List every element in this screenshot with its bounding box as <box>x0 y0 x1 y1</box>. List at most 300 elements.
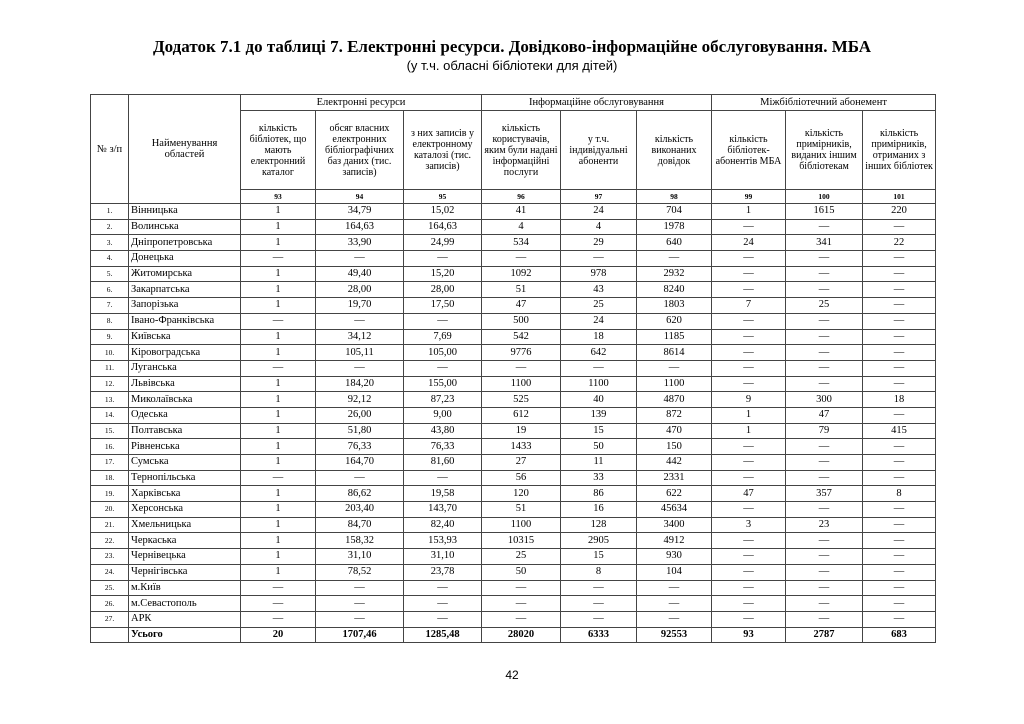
table-cell: 1 <box>241 219 316 235</box>
table-cell: 1 <box>241 282 316 298</box>
region-name: Волинська <box>129 219 241 235</box>
table-cell: — <box>786 376 863 392</box>
table-row <box>91 235 936 251</box>
table-cell: 3 <box>712 517 786 533</box>
total-cell: 6333 <box>561 627 637 643</box>
table-cell: 28,00 <box>316 282 404 298</box>
table-cell: — <box>712 455 786 471</box>
table-cell: 143,70 <box>404 502 482 518</box>
table-cell: 872 <box>637 407 712 423</box>
region-name: АРК <box>129 611 241 627</box>
table-cell: 220 <box>863 204 936 220</box>
table-cell: 415 <box>863 423 936 439</box>
table-cell: 76,33 <box>316 439 404 455</box>
table-row <box>91 219 936 235</box>
table-cell: 19,70 <box>316 298 404 314</box>
table-row <box>91 470 936 486</box>
table-cell: — <box>241 470 316 486</box>
table-cell: — <box>712 376 786 392</box>
table-cell: 203,40 <box>316 502 404 518</box>
table-cell: 27 <box>482 455 561 471</box>
row-number: 21. <box>91 517 129 533</box>
table-cell: — <box>863 251 936 267</box>
table-cell: — <box>712 549 786 565</box>
table-cell: 51,80 <box>316 423 404 439</box>
table-cell: — <box>712 439 786 455</box>
table-cell: 47 <box>482 298 561 314</box>
table-cell: — <box>712 580 786 596</box>
total-cell: 2787 <box>786 627 863 643</box>
table-cell: 33 <box>561 470 637 486</box>
table-cell: — <box>241 313 316 329</box>
table-cell: 542 <box>482 329 561 345</box>
table-cell: — <box>863 345 936 361</box>
table-cell: 25 <box>482 549 561 565</box>
region-name: Львівська <box>129 376 241 392</box>
table-cell: 26,00 <box>316 407 404 423</box>
table-cell: 18 <box>561 329 637 345</box>
table-cell: 76,33 <box>404 439 482 455</box>
table-cell: — <box>863 502 936 518</box>
region-name: Черкаська <box>129 533 241 549</box>
table-cell: 23 <box>786 517 863 533</box>
table-cell: 155,00 <box>404 376 482 392</box>
table-cell: 500 <box>482 313 561 329</box>
table-cell: 150 <box>637 439 712 455</box>
table-header <box>91 95 936 204</box>
table-cell: 930 <box>637 549 712 565</box>
column-code: 101 <box>863 190 936 204</box>
table-row <box>91 407 936 423</box>
table-cell: — <box>863 298 936 314</box>
table-row <box>91 423 936 439</box>
table-cell: — <box>241 611 316 627</box>
table-cell: 1 <box>241 439 316 455</box>
column-code: 96 <box>482 190 561 204</box>
table-cell: — <box>863 219 936 235</box>
table-cell: 1 <box>241 266 316 282</box>
table-cell: — <box>786 611 863 627</box>
table-cell: 4 <box>482 219 561 235</box>
table-cell: — <box>863 376 936 392</box>
table-cell: — <box>863 329 936 345</box>
region-name: Дніпропетровська <box>129 235 241 251</box>
table-cell: 15 <box>561 549 637 565</box>
table-cell: 19 <box>482 423 561 439</box>
table-cell: — <box>712 329 786 345</box>
table-cell: — <box>863 611 936 627</box>
table-cell: 28,00 <box>404 282 482 298</box>
table-cell: 1 <box>241 423 316 439</box>
table-cell: 4912 <box>637 533 712 549</box>
column-header: кількість бібліотек, що мають електронний каталог <box>241 111 316 190</box>
table-cell: 19,58 <box>404 486 482 502</box>
group-header-iba: Міжбібліотечний абонемент <box>712 95 936 111</box>
table-cell: 25 <box>786 298 863 314</box>
table-cell: 40 <box>561 392 637 408</box>
table-cell: 82,40 <box>404 517 482 533</box>
table-cell: 1100 <box>482 517 561 533</box>
table-cell: 1 <box>241 517 316 533</box>
table-cell: — <box>712 470 786 486</box>
table-row <box>91 298 936 314</box>
table-cell: — <box>561 611 637 627</box>
table-cell: — <box>786 455 863 471</box>
table-cell: — <box>786 470 863 486</box>
table-cell: 3400 <box>637 517 712 533</box>
table-cell: 620 <box>637 313 712 329</box>
table-cell: 78,52 <box>316 564 404 580</box>
table-cell: 1100 <box>482 376 561 392</box>
table-cell: 120 <box>482 486 561 502</box>
table-cell: — <box>786 282 863 298</box>
page-subtitle: (у т.ч. обласні бібліотеки для дітей) <box>406 58 618 73</box>
row-number: 18. <box>91 470 129 486</box>
table-cell: — <box>786 564 863 580</box>
table-cell: 1 <box>241 407 316 423</box>
column-code: 97 <box>561 190 637 204</box>
region-name: Запорізька <box>129 298 241 314</box>
table-row <box>91 564 936 580</box>
table-cell: 1 <box>241 533 316 549</box>
table-cell: 31,10 <box>316 549 404 565</box>
table-cell: — <box>241 596 316 612</box>
region-name: Одеська <box>129 407 241 423</box>
table-cell: — <box>404 470 482 486</box>
table-cell: 4870 <box>637 392 712 408</box>
table-cell: 1 <box>241 376 316 392</box>
region-name: Сумська <box>129 455 241 471</box>
table-cell: — <box>863 470 936 486</box>
row-number: 17. <box>91 455 129 471</box>
table-cell: 33,90 <box>316 235 404 251</box>
table-row <box>91 329 936 345</box>
table-cell: — <box>863 313 936 329</box>
table-cell: — <box>637 360 712 376</box>
column-header: обсяг власних електронних бібліографічних баз даних (тис. записів) <box>316 111 404 190</box>
table-row <box>91 455 936 471</box>
table-cell: — <box>863 455 936 471</box>
table-row <box>91 502 936 518</box>
table-cell: 49,40 <box>316 266 404 282</box>
table-cell: 1 <box>241 549 316 565</box>
table-cell: 8 <box>561 564 637 580</box>
column-header: у т.ч. індивідуальні абоненти <box>561 111 637 190</box>
table-row <box>91 486 936 502</box>
table-cell: 300 <box>786 392 863 408</box>
table-cell: 2331 <box>637 470 712 486</box>
table-cell: — <box>786 313 863 329</box>
table-cell: 50 <box>482 564 561 580</box>
table-cell: 1 <box>241 345 316 361</box>
table-cell: — <box>863 533 936 549</box>
table-cell: — <box>637 596 712 612</box>
row-number: 20. <box>91 502 129 518</box>
table-cell: 1 <box>241 235 316 251</box>
table-cell: 51 <box>482 282 561 298</box>
table-cell: 341 <box>786 235 863 251</box>
table-cell: 164,70 <box>316 455 404 471</box>
region-name: Закарпатська <box>129 282 241 298</box>
table-cell: 51 <box>482 502 561 518</box>
table-cell: — <box>863 580 936 596</box>
table-cell: 642 <box>561 345 637 361</box>
total-row <box>91 627 936 643</box>
table-cell: — <box>482 611 561 627</box>
table-cell: — <box>786 251 863 267</box>
table-cell: — <box>241 251 316 267</box>
row-number: 14. <box>91 407 129 423</box>
table-cell: 1 <box>241 392 316 408</box>
table-cell: 15 <box>561 423 637 439</box>
row-number: 4. <box>91 251 129 267</box>
table-cell: 7,69 <box>404 329 482 345</box>
table-cell: — <box>712 502 786 518</box>
table-row <box>91 439 936 455</box>
table-cell: 79 <box>786 423 863 439</box>
table-cell: — <box>241 360 316 376</box>
table-cell: 1185 <box>637 329 712 345</box>
table-cell: 43 <box>561 282 637 298</box>
table-cell: — <box>404 360 482 376</box>
region-name: Чернігівська <box>129 564 241 580</box>
row-number: 23. <box>91 549 129 565</box>
table-cell: — <box>786 219 863 235</box>
table-cell: — <box>316 470 404 486</box>
table-cell: 31,10 <box>404 549 482 565</box>
total-cell: 683 <box>863 627 936 643</box>
table-cell: — <box>786 580 863 596</box>
table-cell: 15,20 <box>404 266 482 282</box>
row-number: 1. <box>91 204 129 220</box>
table-cell: — <box>482 580 561 596</box>
table-row <box>91 345 936 361</box>
total-cell: 1285,48 <box>404 627 482 643</box>
table-cell: 640 <box>637 235 712 251</box>
table-cell: — <box>786 439 863 455</box>
table-cell: 164,63 <box>316 219 404 235</box>
row-number: 13. <box>91 392 129 408</box>
column-code: 95 <box>404 190 482 204</box>
table-cell: 43,80 <box>404 423 482 439</box>
table-cell: 87,23 <box>404 392 482 408</box>
region-name: Тернопільська <box>129 470 241 486</box>
table-cell: 184,20 <box>316 376 404 392</box>
table-cell: — <box>863 596 936 612</box>
row-number: 26. <box>91 596 129 612</box>
table-cell: 10315 <box>482 533 561 549</box>
table-cell: — <box>712 266 786 282</box>
table-cell: — <box>712 596 786 612</box>
table-row <box>91 282 936 298</box>
table-cell: — <box>786 596 863 612</box>
total-label: Усього <box>129 627 241 643</box>
table-cell: — <box>637 611 712 627</box>
table-cell: 357 <box>786 486 863 502</box>
row-number: 7. <box>91 298 129 314</box>
region-name: Хмельницька <box>129 517 241 533</box>
column-header: з них записів у електронному каталозі (тис. записів) <box>404 111 482 190</box>
table-cell: — <box>786 502 863 518</box>
table-cell: — <box>712 564 786 580</box>
row-number: 24. <box>91 564 129 580</box>
table-cell: 442 <box>637 455 712 471</box>
table-cell: — <box>786 360 863 376</box>
table-cell: 1 <box>241 204 316 220</box>
table-cell: — <box>786 533 863 549</box>
table-cell: — <box>316 360 404 376</box>
table-cell: 34,12 <box>316 329 404 345</box>
table-row <box>91 580 936 596</box>
table-cell: — <box>712 219 786 235</box>
row-number: 27. <box>91 611 129 627</box>
table-cell: — <box>404 611 482 627</box>
table-cell: 50 <box>561 439 637 455</box>
group-header-info: Інформаційне обслуговування <box>482 95 712 111</box>
table-cell: 86,62 <box>316 486 404 502</box>
region-name: Київська <box>129 329 241 345</box>
table-cell: 9 <box>712 392 786 408</box>
table-cell: 104 <box>637 564 712 580</box>
column-code: 98 <box>637 190 712 204</box>
table-cell: — <box>863 549 936 565</box>
region-name: Херсонська <box>129 502 241 518</box>
region-name: м.Київ <box>129 580 241 596</box>
table-cell: — <box>863 407 936 423</box>
table-cell: 1 <box>712 204 786 220</box>
region-name: Житомирська <box>129 266 241 282</box>
table-cell: — <box>482 251 561 267</box>
table-cell: — <box>561 251 637 267</box>
table-cell: 47 <box>786 407 863 423</box>
table-cell: 29 <box>561 235 637 251</box>
column-header: кількість бібліотек-абонентів МБА <box>712 111 786 190</box>
row-number: 22. <box>91 533 129 549</box>
table-cell: 1 <box>241 564 316 580</box>
table-cell: — <box>316 251 404 267</box>
table-cell: 92,12 <box>316 392 404 408</box>
row-number: 8. <box>91 313 129 329</box>
table-cell: 1803 <box>637 298 712 314</box>
table-cell: — <box>561 596 637 612</box>
page-number: 42 <box>505 668 519 682</box>
table-cell: — <box>712 611 786 627</box>
table-row <box>91 611 936 627</box>
table-cell: 1 <box>241 486 316 502</box>
table-row <box>91 360 936 376</box>
table-body <box>91 204 936 643</box>
table-row <box>91 266 936 282</box>
table-cell: — <box>561 360 637 376</box>
total-number-cell <box>91 627 129 643</box>
table-cell: 34,79 <box>316 204 404 220</box>
table-cell: — <box>404 596 482 612</box>
table-cell: 47 <box>712 486 786 502</box>
table-cell: 128 <box>561 517 637 533</box>
table-cell: — <box>637 580 712 596</box>
row-number: 16. <box>91 439 129 455</box>
table-cell: — <box>863 266 936 282</box>
column-header: кількість примірників, отриманих з інших бібліотек <box>863 111 936 190</box>
table-cell: 84,70 <box>316 517 404 533</box>
table-cell: 9776 <box>482 345 561 361</box>
table-cell: — <box>316 313 404 329</box>
table-cell: 105,11 <box>316 345 404 361</box>
table-cell: — <box>712 345 786 361</box>
region-name: Донецька <box>129 251 241 267</box>
region-name: Кіровоградська <box>129 345 241 361</box>
table-cell: 534 <box>482 235 561 251</box>
table-cell: — <box>637 251 712 267</box>
region-name: Луганська <box>129 360 241 376</box>
table-cell: — <box>241 580 316 596</box>
region-name: Івано-Франківська <box>129 313 241 329</box>
row-number: 19. <box>91 486 129 502</box>
column-code: 100 <box>786 190 863 204</box>
table-cell: 1615 <box>786 204 863 220</box>
region-name: м.Севастополь <box>129 596 241 612</box>
table-cell: 8 <box>863 486 936 502</box>
table-cell: 23,78 <box>404 564 482 580</box>
table-row <box>91 549 936 565</box>
table-cell: — <box>482 596 561 612</box>
region-name: Миколаївська <box>129 392 241 408</box>
row-number: 10. <box>91 345 129 361</box>
table-cell: — <box>863 439 936 455</box>
table-cell: — <box>786 329 863 345</box>
row-number: 12. <box>91 376 129 392</box>
page-title: Додаток 7.1 до таблиці 7. Електронні ресурси. Довідково-інформаційне обслуговування. МБА <box>152 37 872 56</box>
table-cell: 1 <box>712 423 786 439</box>
table-cell: 158,32 <box>316 533 404 549</box>
table-cell: — <box>404 580 482 596</box>
table-cell: 16 <box>561 502 637 518</box>
total-cell: 92553 <box>637 627 712 643</box>
table-cell: 24,99 <box>404 235 482 251</box>
column-header: кількість примірників, виданих іншим бібліотекам <box>786 111 863 190</box>
table-row <box>91 313 936 329</box>
table-cell: 1 <box>241 502 316 518</box>
table-cell: 1 <box>241 455 316 471</box>
table-cell: — <box>561 580 637 596</box>
total-cell: 93 <box>712 627 786 643</box>
region-name: Рівненська <box>129 439 241 455</box>
table-cell: 18 <box>863 392 936 408</box>
table-cell: 1 <box>241 329 316 345</box>
table-cell: — <box>712 533 786 549</box>
table-cell: 24 <box>561 204 637 220</box>
table-cell: 8240 <box>637 282 712 298</box>
table-row <box>91 517 936 533</box>
name-header: Найменування областей <box>129 95 241 204</box>
table-cell: 2932 <box>637 266 712 282</box>
row-number: 11. <box>91 360 129 376</box>
table-cell: 1 <box>241 298 316 314</box>
table-row <box>91 533 936 549</box>
total-cell: 20 <box>241 627 316 643</box>
table-cell: 15,02 <box>404 204 482 220</box>
table-cell: — <box>712 282 786 298</box>
table-cell: 22 <box>863 235 936 251</box>
table-cell: 8614 <box>637 345 712 361</box>
table-cell: 25 <box>561 298 637 314</box>
region-name: Чернівецька <box>129 549 241 565</box>
table-cell: — <box>404 313 482 329</box>
row-number: 25. <box>91 580 129 596</box>
row-number: 9. <box>91 329 129 345</box>
data-table <box>90 94 936 643</box>
table-cell: 1433 <box>482 439 561 455</box>
